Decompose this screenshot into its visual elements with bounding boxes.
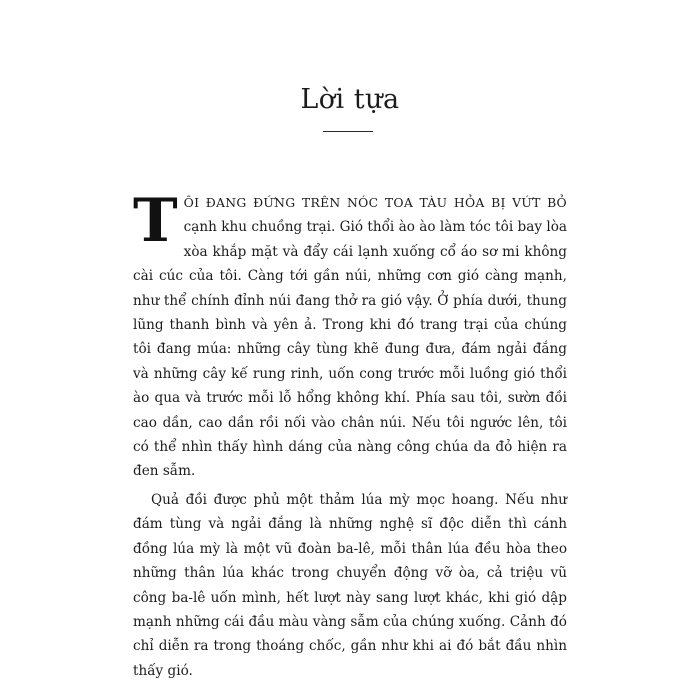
chapter-title: Lời tựa <box>300 84 400 115</box>
drop-cap: T <box>133 186 178 256</box>
paragraph-2: Quả đồi được phủ một thảm lúa mỳ mọc hoang. Nếu như đám tùng và ngải đắng là những nghệ sĩ độc diễn thì cánh đồng lúa mỳ là một vũ đoàn ba-lê, mỗi thân lúa đều hòa theo những thân lúa khác trong chuyển động vỡ òa, cả triệu vũ công ba-lê uốn mình, hết lượt này sang lượt khác, khi gió dập mạnh những cái đầu màu vàng sẫm của chúng xuống. Cảnh đó chỉ diễn ra trong thoáng chốc, gần như khi ai đó bắt đầu nhìn thấy gió. <box>133 491 567 679</box>
paragraph-1-text: cạnh khu chuồng trại. Gió thổi ào ào làm tóc tôi bay lòa xòa khắp mặt và đẩy cái lạnh xuống cổ áo sơ mi không cài cúc của tôi. Càng tới gần núi, những cơn gió càng mạnh, như thể chính đỉnh núi đang thở ra gió vậy. Ở phía dưới, thung lũng thanh bình và yên ả. Trong khi đó trang trại của chúng tôi đang múa: những cây tùng khẽ đung đưa, đám ngải đắng và những cây kế rung rinh, uốn cong trước mỗi luồng gió thổi ào qua và trước mỗi lỗ hổng không khí. Phía sau tôi, sườn đồi cao dần, cao dần rồi nối vào chân núi. Nếu tôi ngước lên, tôi có thể nhìn thấy hình dáng của nàng công chúa da đỏ hiện ra đen sẫm. <box>133 219 567 480</box>
paragraph-1 <box>133 186 567 484</box>
body-text <box>133 186 567 683</box>
opening-smallcaps: ÔI ĐANG ĐỨNG TRÊN NÓC TOA TÀU HỎA BỊ VỨT BỎ <box>183 195 567 210</box>
title-divider <box>323 131 373 132</box>
